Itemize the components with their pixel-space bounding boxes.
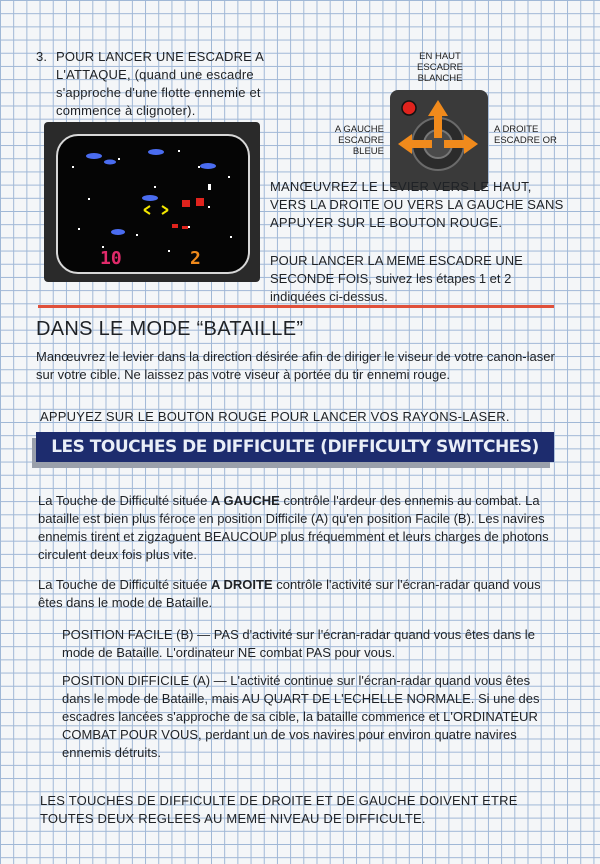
step3-instruction bbox=[36, 48, 286, 120]
game-screen-illustration bbox=[44, 122, 260, 282]
left-switch-bold: A GAUCHE bbox=[210, 493, 280, 508]
step-title-line2: L'ATTAQUE, bbox=[56, 67, 131, 82]
final-note: LES TOUCHES DE DIFFICULTE DE DROITE ET DE GAUCHE DOIVENT ETRE TOUTES DEUX REGLEES AU MEME NIVEAU DE DIFFICULTE. bbox=[40, 793, 518, 826]
white-squadron bbox=[208, 184, 211, 190]
right-switch-pre: La Touche de Difficulté située bbox=[38, 577, 211, 592]
viseur-icon bbox=[144, 206, 168, 214]
hard-position-paragraph: POSITION DIFFICILE (A) — L'activité continue sur l'écran-radar quand vous êtes dans le mode de Bataille, mais AU QUART DE L'ECHELLE NORMALE. Si une des escadres lancées s'approche de sa cible, la bataille commence et L'ORDINATEUR COMBAT POUR VOUS, perdant un de vos navires pour environ quatre navires ennemis détruits. bbox=[62, 673, 540, 760]
red-button-icon bbox=[402, 101, 416, 115]
joystick-right-label: A DROITE ESCADRE OR bbox=[494, 124, 557, 146]
game-screen bbox=[56, 134, 250, 274]
joystick-left-label: A GAUCHE ESCADRE BLEUE bbox=[334, 124, 384, 157]
step-note: (quand une escadre s'approche d'une flotte ennemie et commence à clignoter). bbox=[56, 67, 261, 118]
banner-title: LES TOUCHES DE DIFFICULTE (DIFFICULTY SWITCHES) bbox=[51, 437, 539, 457]
right-switch-paragraph bbox=[38, 576, 564, 612]
right-switch-post: contrôle l'activité sur l'écran-radar quand vous êtes dans le mode de Bataille. bbox=[38, 577, 541, 610]
joystick-up-label: EN HAUT ESCADRE BLANCHE bbox=[417, 51, 463, 84]
game-scene bbox=[58, 136, 248, 272]
red-enemy-ships bbox=[172, 198, 204, 229]
joystick-illustration bbox=[390, 90, 488, 190]
difficulty-switches-banner bbox=[36, 432, 554, 462]
relaunch-instruction bbox=[270, 252, 570, 306]
battle-heading: DANS LE MODE “BATAILLE” bbox=[36, 318, 304, 340]
relaunch-rest: suivez les étapes 1 et 2 indiquées ci-dessus. bbox=[270, 271, 512, 304]
right-switch-bold: A DROITE bbox=[210, 577, 273, 592]
battle-press-instruction: APPUYEZ SUR LE BOUTON ROUGE POUR LANCER VOS RAYONS-LASER. bbox=[40, 409, 510, 424]
joystick-icon bbox=[390, 90, 488, 190]
section-divider bbox=[38, 305, 554, 308]
relaunch-caps: POUR LANCER LA MEME ESCADRE UNE SECONDE FOIS, bbox=[270, 253, 523, 286]
left-switch-paragraph bbox=[38, 492, 564, 564]
step-number: 3. bbox=[36, 49, 48, 64]
step-title-line1: POUR LANCER UNE ESCADRE A bbox=[56, 49, 264, 64]
battle-intro: Manœuvrez le levier dans la direction désirée afin de diriger le viseur de votre canon-laser sur votre cible. Ne laissez pas votre viseur à portée du tir ennemi rouge. bbox=[36, 349, 555, 382]
easy-position-paragraph: POSITION FACILE (B) — PAS d'activité sur l'écran-radar quand vous êtes dans le mode de Bataille. L'ordinateur NE combat PAS pour vous. bbox=[62, 627, 535, 660]
left-score: 10 bbox=[100, 248, 122, 269]
right-score: 2 bbox=[190, 248, 201, 269]
left-switch-pre: La Touche de Difficulté située bbox=[38, 493, 211, 508]
left-switch-post: contrôle l'ardeur des ennemis au combat. La bataille est bien plus féroce en position Difficile (A) qu'en position Facile (B). Les navires ennemis tirent et zigzaguent BEAUCOUP plus fréquemment et leurs charges de photons circulent deux fois plus vite. bbox=[38, 493, 549, 562]
enemy-squadrons bbox=[86, 149, 216, 235]
maneuvre-instruction: MANŒUVREZ LE LEVIER VERS LE HAUT, VERS LA DROITE OU VERS LA GAUCHE SANS APPUYER SUR LE BOUTON ROUGE. bbox=[270, 179, 564, 230]
